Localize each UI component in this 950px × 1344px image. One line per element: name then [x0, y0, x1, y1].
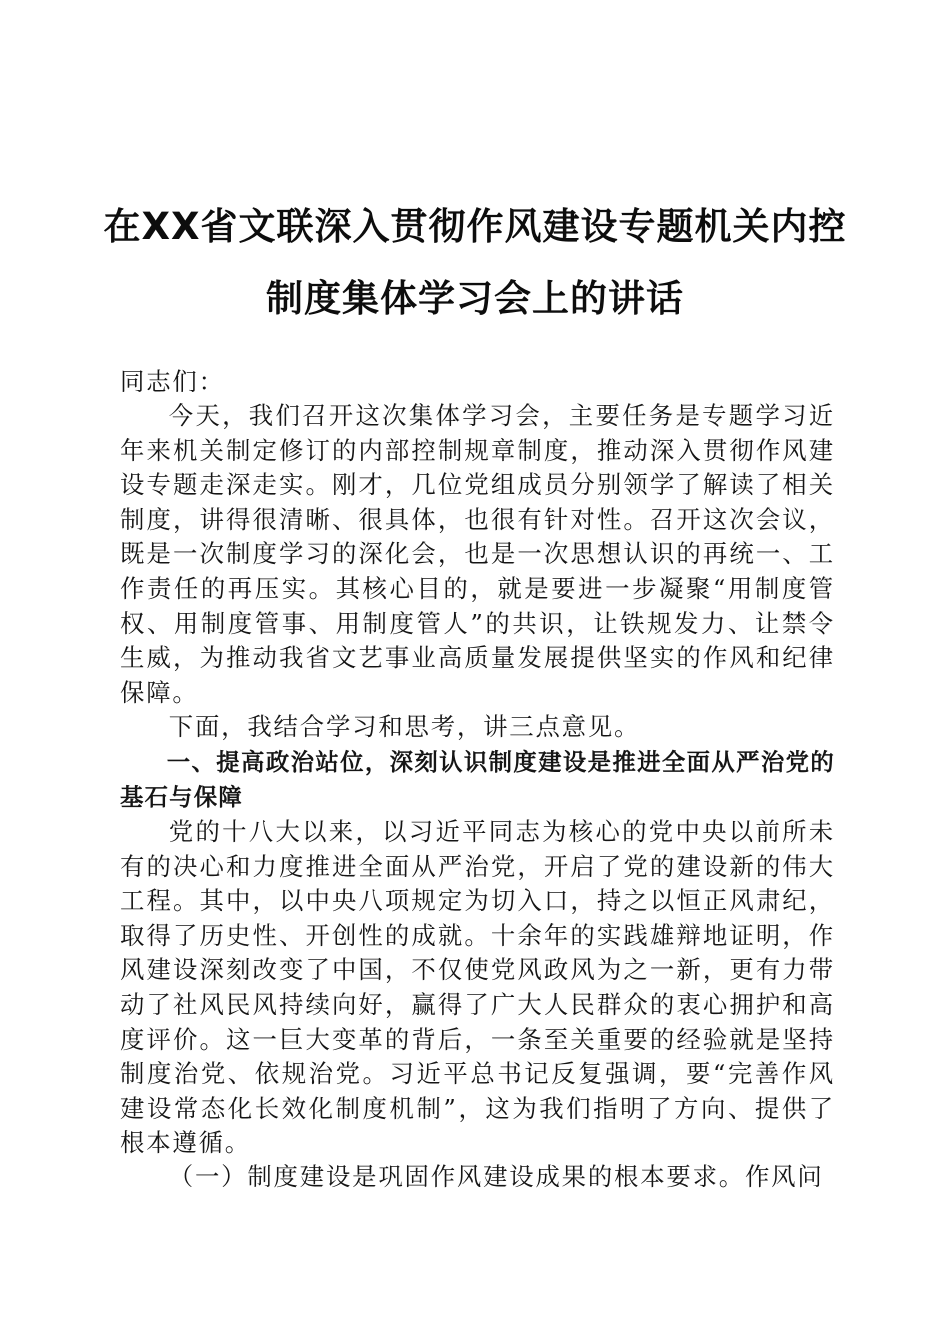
paragraph-opening: 今天，我们召开这次集体学习会，主要任务是专题学习近年来机关制定修订的内部控制规章制度，推动深入贯彻作风建设专题走深走实。刚才，几位党组成员分别领学了解读了相关制度，讲得很清晰、很具体，也很有针对性。召开这次会议，既是一次制度学习的深化会，也是一次思想认识的再统一、工作责任的再压实。其核心目的，就是要进一步凝聚“用制度管权、用制度管事、用制度管人”的共识，让铁规发力、让禁令生威，为推动我省文艺事业高质量发展提供坚实的作风和纪律保障。: [120, 401, 835, 707]
section-heading-1: 一、提高政治站位，深刻认识制度建设是推进全面从严治党的基石与保障: [120, 748, 835, 811]
salutation: 同志们：: [120, 367, 225, 396]
paragraph-section-1: 党的十八大以来，以习近平同志为核心的党中央以前所未有的决心和力度推进全面从严治党，开启了党的建设新的伟大工程。其中，以中央八项规定为切入口，持之以恒正风肃纪，取得了历史性、开创性的成就。十余年的实践雄辩地证明，作风建设深刻改变了中国，不仅使党风政风为之一新，更有力带动了社风民风持续向好，赢得了广大人民群众的衷心拥护和高度评价。这一巨大变革的背后，一条至关重要的经验就是坚持制度治党、依规治党。习近平总书记反复强调，要“完善作风建设常态化长效化制度机制”，这为我们指明了方向、提供了根本遵循。: [120, 817, 835, 1158]
paragraph-transition: 下面，我结合学习和思考，讲三点意见。: [168, 712, 641, 741]
document-title-line-1: 在XX省文联深入贯彻作风建设专题机关内控: [103, 205, 847, 248]
subsection-heading-1-1: （一）制度建设是巩固作风建设成果的根本要求。作风问: [168, 1162, 824, 1191]
document-title-line-2: 制度集体学习会上的讲话: [266, 277, 684, 320]
